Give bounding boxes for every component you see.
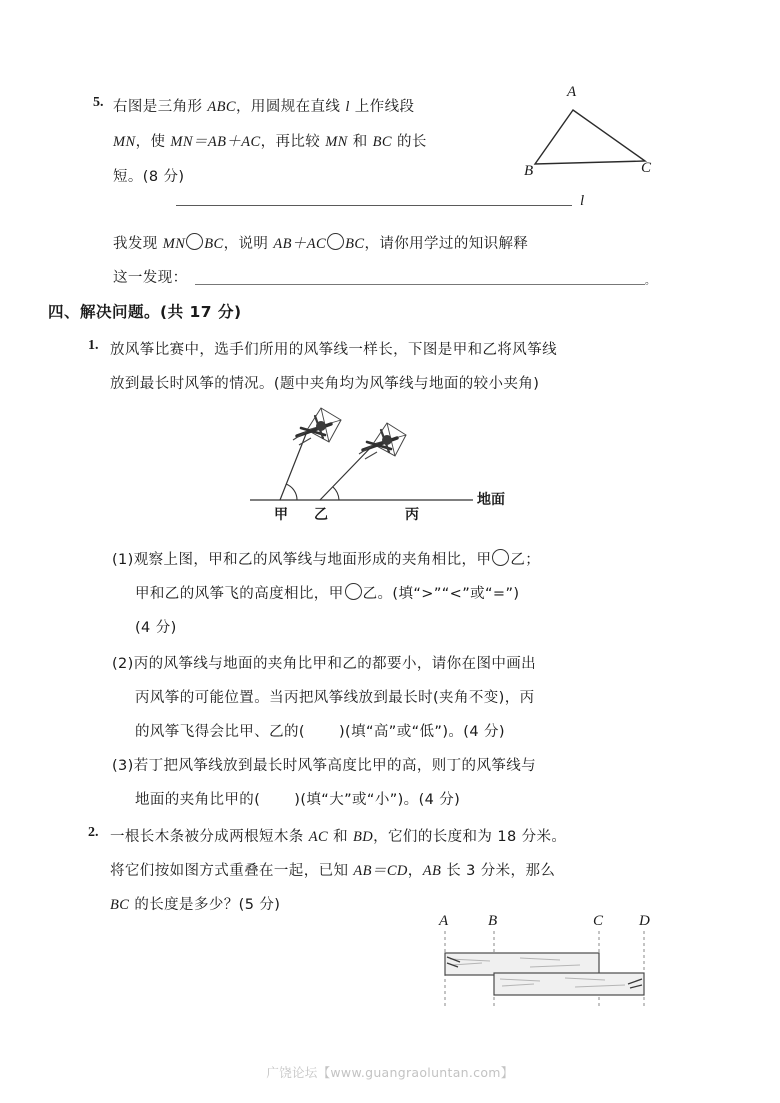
question-2-line-2: [110, 859, 555, 880]
line-l-label: l: [580, 193, 585, 209]
q1-sub2-line-2: 丙风筝的可能位置。当丙把风筝线放到最长时(夹角不变)，丙: [135, 690, 535, 706]
finding-bc-2: BC: [345, 236, 365, 252]
sub1-l2-a: 甲和乙的风筝飞的高度相比，甲: [135, 586, 344, 602]
sub1-tag: (1): [112, 552, 134, 568]
q2-l2-a: 将它们按如图方式重叠在一起，已知: [110, 863, 354, 879]
bar-bd: [494, 973, 644, 995]
q5-bc: BC: [372, 134, 393, 150]
sub3-l2-a: 地面的夹角比甲的(: [135, 792, 261, 808]
answer-blank-line[interactable]: [195, 284, 645, 285]
blank-circle-1[interactable]: [186, 233, 203, 250]
sub3-l2-b: )(填“大”或“小”)。(4 分): [294, 792, 461, 808]
kite-figure: [245, 398, 555, 523]
q2-l2-b: ，: [407, 863, 423, 879]
wooden-bars-figure: [430, 915, 665, 1015]
marker-yi: 乙: [314, 507, 328, 523]
question-5-line-2: [113, 130, 427, 151]
q5-l2-c: 和: [347, 134, 373, 150]
q2-l1-b: 和: [328, 829, 353, 845]
q2-ab: AB: [422, 863, 442, 879]
sub1-text-a: 观察上图，甲和乙的风筝线与地面形成的夹角相比，甲: [133, 552, 492, 568]
line-l-rule: [176, 205, 572, 206]
q1-sub2-line-3: [135, 720, 505, 741]
question-1-line-1: 放风筝比赛中，选手们所用的风筝线一样长，下图是甲和乙将风筝线: [110, 342, 557, 358]
question-1-line-2: 放到最长时风筝的情况。(题中夹角均为风筝线与地面的较小夹角): [110, 376, 540, 392]
triangle-shape: [535, 110, 645, 164]
bar-label-a: A: [439, 913, 449, 929]
q5-l2-d: 的长: [392, 134, 427, 150]
sub2-l3-b: )(填“高”或“低”)。(4 分): [338, 724, 505, 740]
blank-circle-4[interactable]: [345, 583, 362, 600]
section-4-heading: 四、解决问题。(共 17 分): [48, 303, 242, 321]
q5-text-a: 右图是三角形: [113, 99, 208, 115]
bar-label-b: B: [488, 913, 498, 929]
q1-sub1-line-1: [112, 548, 540, 569]
sub1-l2-b: 乙。(填“>”“<”或“=”): [362, 586, 520, 602]
triangle-label-b: B: [524, 163, 534, 179]
finding-end-mark: 。: [645, 276, 656, 287]
triangle-label-c: C: [641, 160, 652, 176]
q5-equation: MN＝AB＋AC: [170, 134, 261, 150]
q2-eq: AB＝CD: [353, 863, 408, 879]
q1-sub3-line-1: [112, 754, 536, 775]
sub2-tag: (2): [112, 656, 134, 672]
q5-mn-2: MN: [325, 134, 348, 150]
question-2-line-1: [110, 825, 566, 846]
finding-c: ，请你用学过的知识解释: [364, 236, 529, 252]
q2-l1-c: ，它们的长度和为 18 分米。: [373, 829, 567, 845]
marker-bing: 丙: [405, 507, 419, 523]
q2-bd: BD: [352, 829, 374, 845]
triangle-label-a: A: [567, 84, 577, 100]
q5-l2-b: ，再比较: [260, 134, 326, 150]
bar-label-d: D: [639, 913, 650, 929]
question-5-line-1: [113, 95, 414, 116]
finding-a: 我发现: [113, 236, 163, 252]
angle-arc-yi: [333, 487, 339, 500]
finding-b: ，说明: [223, 236, 274, 252]
sub3-text-1: 若丁把风筝线放到最长时风筝高度比甲的高，则丁的风筝线与: [133, 758, 537, 774]
watermark: 广饶论坛【www.guangraoluntan.com】: [266, 1065, 514, 1080]
triangle-abc-figure: [505, 84, 670, 179]
kite-glyph-jia: [293, 408, 341, 445]
kite-figure-svg: [245, 398, 555, 513]
q5-text-b: ，用圆规在直线: [236, 99, 346, 115]
question-2-number: 2.: [88, 825, 99, 840]
sub3-tag: (3): [112, 758, 134, 774]
sub1-text-b: 乙；: [510, 552, 541, 568]
question-5-number: 5.: [93, 95, 104, 110]
bar-label-c: C: [593, 913, 604, 929]
q5-abc: ABC: [207, 99, 237, 115]
q2-l1-a: 一根长木条被分成两根短木条: [110, 829, 309, 845]
ground-label: 地面: [477, 492, 505, 508]
q5-line-l: l: [345, 99, 350, 115]
q2-ac: AC: [308, 829, 329, 845]
q5-l2-a: ，使: [135, 134, 171, 150]
q5-text-c: 上作线段: [349, 99, 415, 115]
finding-mn: MN: [162, 236, 186, 252]
question-2-line-3: [110, 893, 280, 914]
q2-bc: BC: [110, 897, 130, 913]
blank-circle-2[interactable]: [327, 233, 344, 250]
blank-circle-3[interactable]: [492, 549, 509, 566]
q2-l3-a: 的长度是多少？(5 分): [129, 897, 281, 913]
angle-arc-jia: [286, 484, 297, 500]
kite-glyph-yi: [359, 423, 406, 459]
wooden-bars-svg: [430, 915, 665, 1015]
sub2-l3-a: 的风筝飞得会比甲、乙的(: [135, 724, 305, 740]
q1-sub1-score: (4 分): [135, 620, 177, 636]
finding-sum: AB＋AC: [273, 236, 327, 252]
marker-jia: 甲: [274, 507, 288, 523]
q1-sub3-line-2: [135, 788, 460, 809]
sub2-text-1: 丙的风筝线与地面的夹角比甲和乙的都要小，请你在图中画出: [133, 656, 537, 672]
question-5-finding-line2: 这一发现：: [113, 270, 188, 286]
finding-bc: BC: [204, 236, 224, 252]
q2-l2-c: 长 3 分米，那么: [441, 863, 556, 879]
q1-sub1-line-2: [135, 582, 519, 603]
q5-mn: MN: [113, 134, 136, 150]
question-5-line-3: 短。(8 分): [113, 169, 185, 185]
question-1-number: 1.: [88, 338, 99, 353]
q1-sub2-line-1: [112, 652, 536, 673]
question-5-finding: [113, 232, 528, 253]
kite-string-yi: [320, 443, 375, 500]
